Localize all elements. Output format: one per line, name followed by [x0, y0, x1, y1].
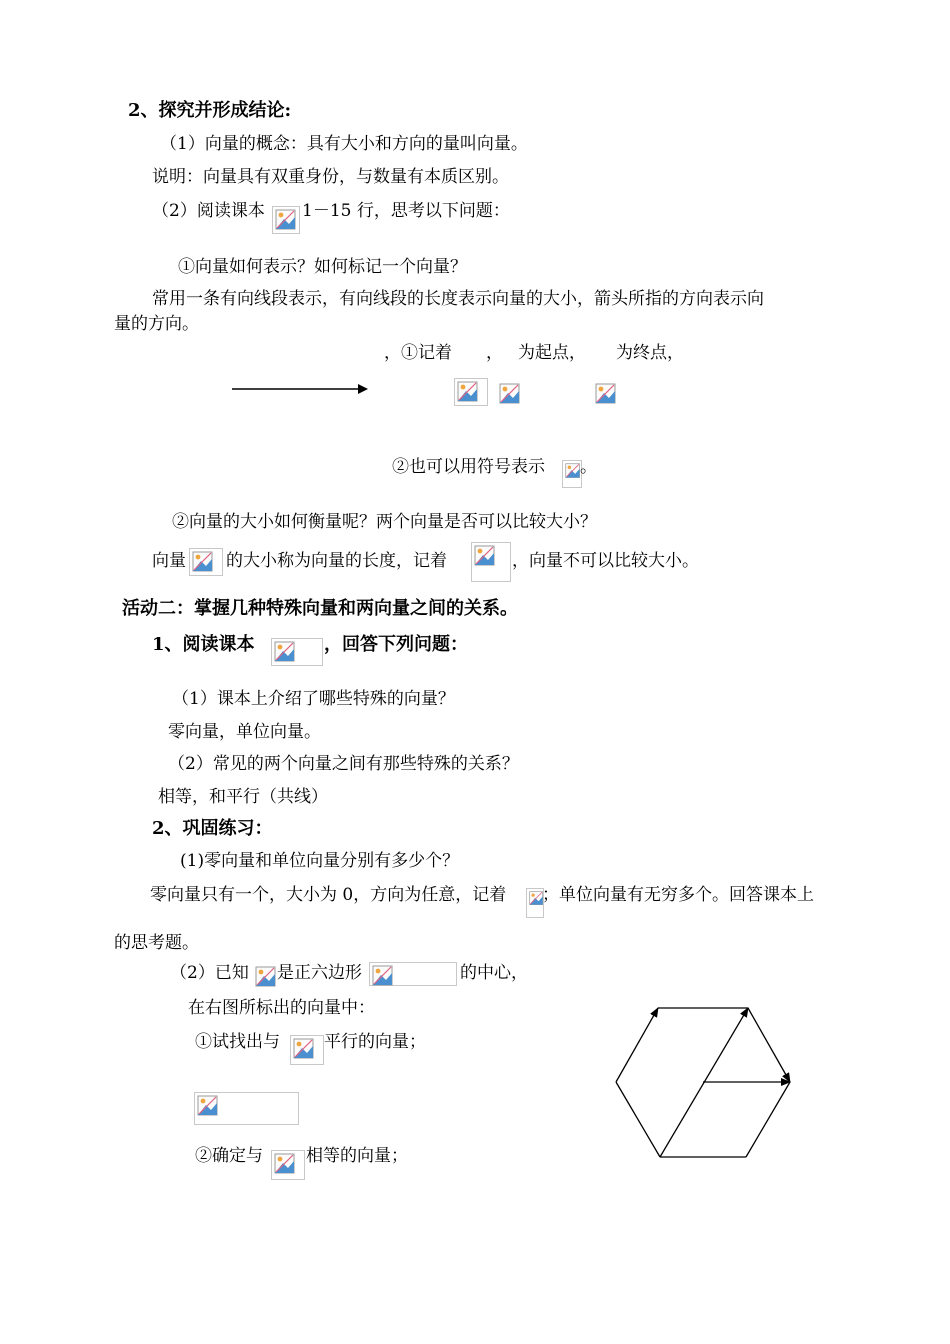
broken-image-icon [471, 542, 511, 582]
activity-heading: 活动二：掌握几种特殊向量和两向量之间的关系。 [122, 598, 518, 619]
hexagon-vector-figure [610, 1002, 800, 1162]
practice-question-1: (1)零向量和单位向量分别有多少个？ [180, 851, 460, 871]
read-textbook-suffix: ，回答下列问题： [324, 634, 468, 655]
end-point-label: 为终点， [616, 343, 684, 363]
answer-representation-line1: 常用一条有向线段表示，有向线段的长度表示向量的大小，箭头所指的方向表示向 [152, 289, 764, 309]
broken-image-icon [194, 1092, 299, 1125]
broken-image-icon [253, 964, 277, 988]
broken-image-icon [290, 1035, 324, 1065]
broken-image-icon [497, 381, 521, 405]
practice-answer-1-suffix: ；单位向量有无穷多个。回答课本上 [542, 885, 814, 905]
practice-question-2-line2: 在右图所标出的向量中： [188, 998, 375, 1018]
vector-arrow [748, 1008, 790, 1082]
answer-representation-line2: 量的方向。 [114, 314, 199, 334]
vector-arrow [616, 1008, 658, 1082]
broken-image-icon [272, 206, 300, 234]
record-label: ，①记着 [384, 343, 452, 363]
question-magnitude: ②向量的大小如何衡量呢？两个向量是否可以比较大小？ [172, 512, 597, 532]
parallel-question-suffix: 平行的向量； [324, 1032, 426, 1052]
concept-note: 说明：向量具有双重身份，与数量有本质区别。 [152, 167, 509, 187]
length-text-prefix: 向量 [152, 551, 186, 571]
equal-question-suffix: 相等的向量； [306, 1146, 408, 1166]
broken-image-icon [593, 381, 617, 405]
practice-heading: 2、巩固练习： [152, 818, 273, 839]
reading-task-prefix: （2）阅读课本 [152, 201, 265, 221]
practice-answer-1-line2: 的思考题。 [114, 933, 199, 953]
broken-image-icon [562, 460, 582, 488]
length-text-middle: 的大小称为向量的长度，记着 [226, 551, 447, 571]
read-textbook-prefix: 1、阅读课本 [152, 634, 255, 655]
practice-question-2-suffix: 的中心， [460, 963, 528, 983]
broken-image-icon [369, 962, 457, 986]
length-text-suffix: ，向量不可以比较大小。 [512, 551, 699, 571]
special-vectors-question: （1）课本上介绍了哪些特殊的向量？ [172, 689, 455, 709]
symbol-notation-text: ②也可以用符号表示 [392, 457, 545, 477]
reading-task-suffix: 1－15 行，思考以下问题： [302, 201, 510, 221]
directed-segment-arrow [232, 382, 372, 396]
question-representation: ①向量如何表示？如何标记一个向量？ [178, 257, 467, 277]
parallel-question-prefix: ①试找出与 [195, 1032, 280, 1052]
broken-image-icon [271, 1150, 305, 1180]
relations-answer: 相等，和平行（共线） [158, 787, 328, 807]
broken-image-icon [189, 548, 223, 576]
practice-question-2-middle: 是正六边形 [277, 963, 362, 983]
practice-answer-1-prefix: 零向量只有一个，大小为 0，方向为任意，记着 [150, 885, 507, 905]
symbol-notation-period: 。 [580, 457, 597, 477]
broken-image-icon [271, 638, 323, 666]
practice-question-2-prefix: （2）已知 [170, 963, 249, 983]
hexagon-edge [746, 1082, 790, 1157]
record-comma: ， [486, 343, 503, 363]
equal-question-prefix: ②确定与 [195, 1146, 263, 1166]
broken-image-icon [454, 378, 488, 406]
section-heading: 2、探究并形成结论: [128, 100, 292, 121]
start-point-label: 为起点， [518, 343, 586, 363]
special-vectors-answer: 零向量，单位向量。 [168, 722, 321, 742]
hexagon-edge [616, 1082, 660, 1157]
concept-definition: （1）向量的概念：具有大小和方向的量叫向量。 [160, 134, 528, 154]
relations-question: （2）常见的两个向量之间有那些特殊的关系？ [168, 754, 519, 774]
